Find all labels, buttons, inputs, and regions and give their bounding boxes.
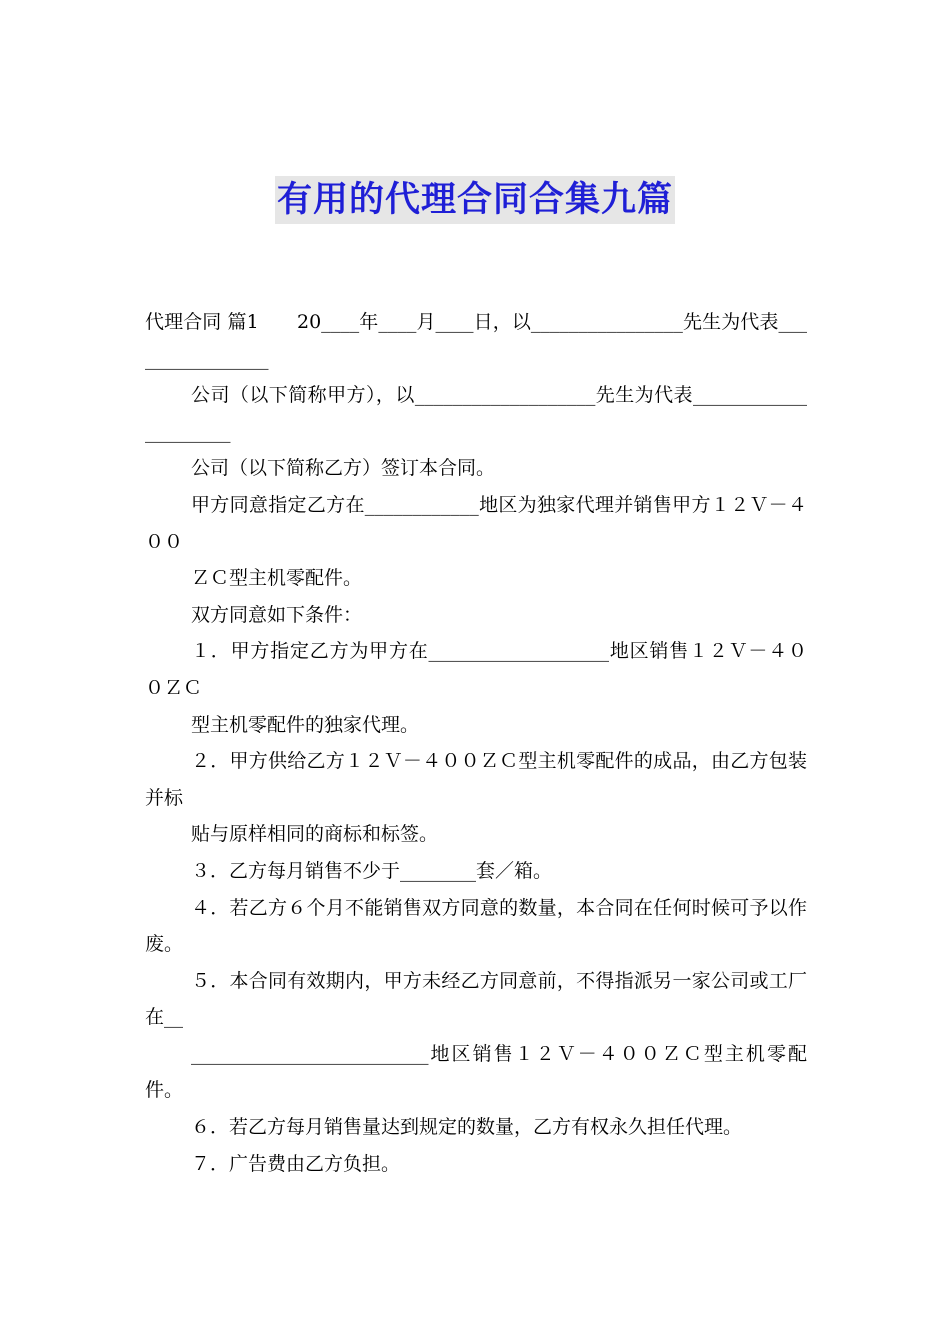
paragraph: 贴与原样相同的商标和标签。 (191, 823, 439, 846)
paragraph: ４．若乙方６个月不能销售双方同意的数量，本合同在任何时候可予以作废。 (145, 896, 807, 956)
document-title: 有用的代理合同合集九篇 (275, 176, 675, 224)
paragraph: 型主机零配件的独家代理。 (191, 713, 420, 736)
paragraph: ２．甲方供给乙方１２Ｖ－４００ＺＣ型主机零配件的成品，由乙方包装并标 (145, 750, 807, 809)
paragraph: ３．乙方每月销售不少于________套／箱。 (191, 859, 553, 882)
paragraph: 甲方同意指定乙方在____________地区为独家代理并销售甲方１２Ｖ－４００ (145, 493, 807, 553)
paragraph: ＺＣ型主机零配件。 (191, 567, 363, 590)
document-body (145, 304, 807, 1182)
paragraph: ５．本合同有效期内，甲方未经乙方同意前，不得指派另一家公司或工厂在__ (145, 969, 807, 1029)
paragraph: １．甲方指定乙方为甲方在___________________地区销售１２Ｖ－４００ＺＣ (145, 640, 807, 699)
paragraph: 双方同意如下条件： (191, 603, 363, 626)
paragraph: 公司（以下简称甲方），以___________________先生为代表_____________________ (145, 384, 807, 443)
paragraph: _________________________地区销售１２Ｖ－４００ＺＣ型主机零配件。 (145, 1042, 807, 1102)
paragraph: 公司（以下简称乙方）签订本合同。 (191, 457, 496, 480)
paragraph: ６．若乙方每月销售量达到规定的数量，乙方有权永久担任代理。 (191, 1116, 743, 1139)
title-container (0, 176, 950, 224)
paragraph: 代理合同 篇1 20____年____月____日，以________________先生为代表________________ (145, 311, 807, 370)
paragraph: ７．广告费由乙方负担。 (191, 1152, 401, 1175)
